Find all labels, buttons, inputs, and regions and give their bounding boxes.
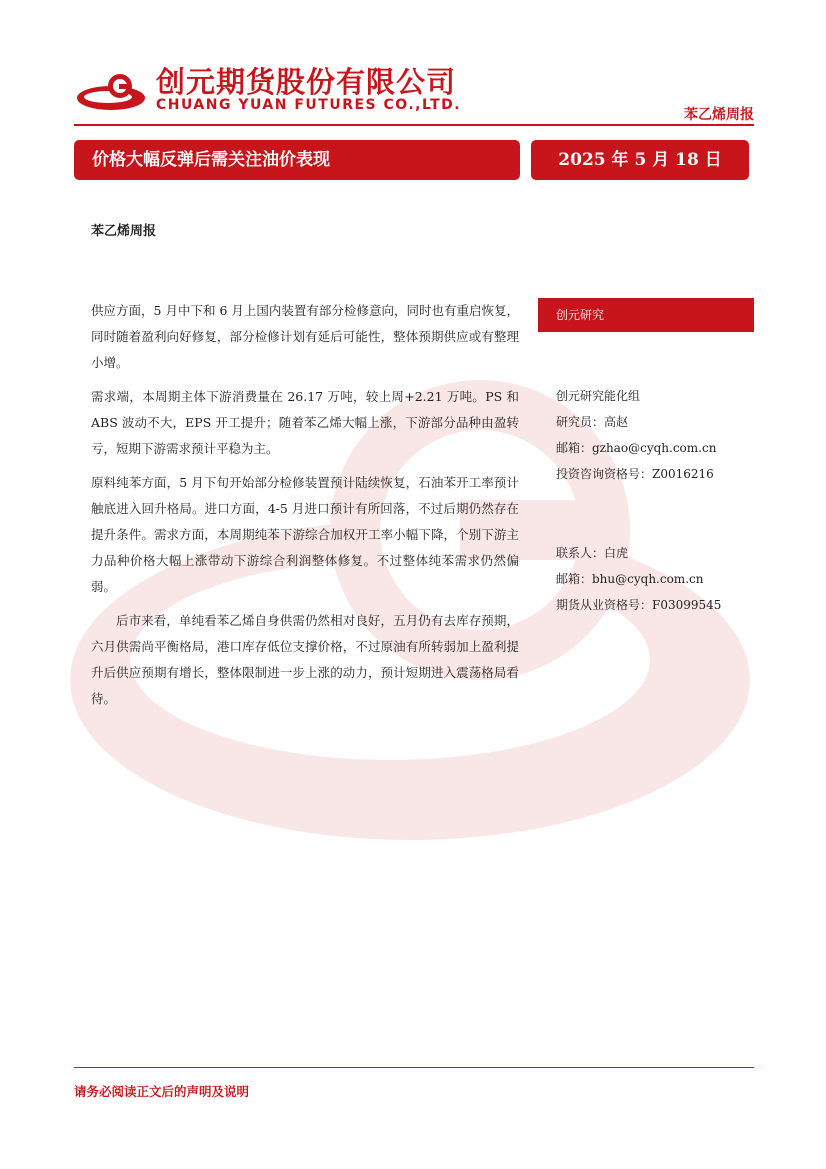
paragraph-demand: 需求端，本周期主体下游消费量在 26.17 万吨，较上周+2.21 万吨。PS 和 ABS 波动不大，EPS 开工提升；随着苯乙烯大幅上涨，下游部分品种由盈转亏，短期下游需求预计平稳为主。: [91, 389, 519, 456]
report-date: 2025 年 5 月 18 日: [531, 140, 749, 180]
analyst-info: [556, 383, 716, 487]
paragraph-benzene: 原料纯苯方面，5 月下旬开始部分检修装置预计陆续恢复，石油苯开工率预计触底进入回升格局。进口方面，4-5 月进口预计有所回落，不过后期仍然存在提升条件。需求方面，本周期纯苯下游综合加权开工率小幅下降，个别下游主力品种价格大幅上涨带动下游综合利润整体修复。不过整体纯苯需求仍然偏弱。: [91, 475, 519, 594]
section-title: 苯乙烯周报: [91, 224, 157, 239]
research-group: 创元研究能化组: [556, 389, 641, 403]
sidebar-heading: 创元研究: [538, 298, 754, 332]
header-divider: [74, 124, 754, 126]
researcher-name: 研究员：高赵: [556, 415, 629, 429]
footer-divider: [74, 1067, 754, 1068]
contact-email[interactable]: 邮箱：bhu@cyqh.com.cn: [556, 572, 704, 586]
company-name-cn: 创元期货股份有限公司: [156, 65, 457, 99]
contact-license: 期货从业资格号：F03099545: [556, 598, 722, 612]
researcher-license: 投资咨询资格号：Z0016216: [556, 467, 714, 481]
report-title: 价格大幅反弹后需关注油价表现: [74, 140, 520, 180]
disclaimer-note: 请务必阅读正文后的声明及说明: [74, 1084, 250, 1099]
company-name-en: CHUANG YUAN FUTURES CO.,LTD.: [156, 97, 462, 113]
paragraph-outlook: 后市来看，单纯看苯乙烯自身供需仍然相对良好，五月仍有去库存预期，六月供需尚平衡格局，港口库存低位支撑价格，不过原油有所转弱加上盈利提升后供应预期有增长，整体限制进一步上涨的动力，预计短期进入震荡格局看待。: [91, 613, 519, 706]
main-content: [91, 298, 519, 720]
contact-info: [556, 540, 721, 618]
report-type-label: 苯乙烯周报: [684, 107, 754, 123]
company-logo-icon: [76, 72, 146, 112]
paragraph-supply: 供应方面，5 月中下和 6 月上国内装置有部分检修意向，同时也有重启恢复，同时随着盈利向好修复，部分检修计划有延后可能性，整体预期供应或有整理小增。: [91, 303, 519, 370]
researcher-email[interactable]: 邮箱：gzhao@cyqh.com.cn: [556, 441, 717, 455]
contact-name: 联系人：白虎: [556, 546, 629, 560]
